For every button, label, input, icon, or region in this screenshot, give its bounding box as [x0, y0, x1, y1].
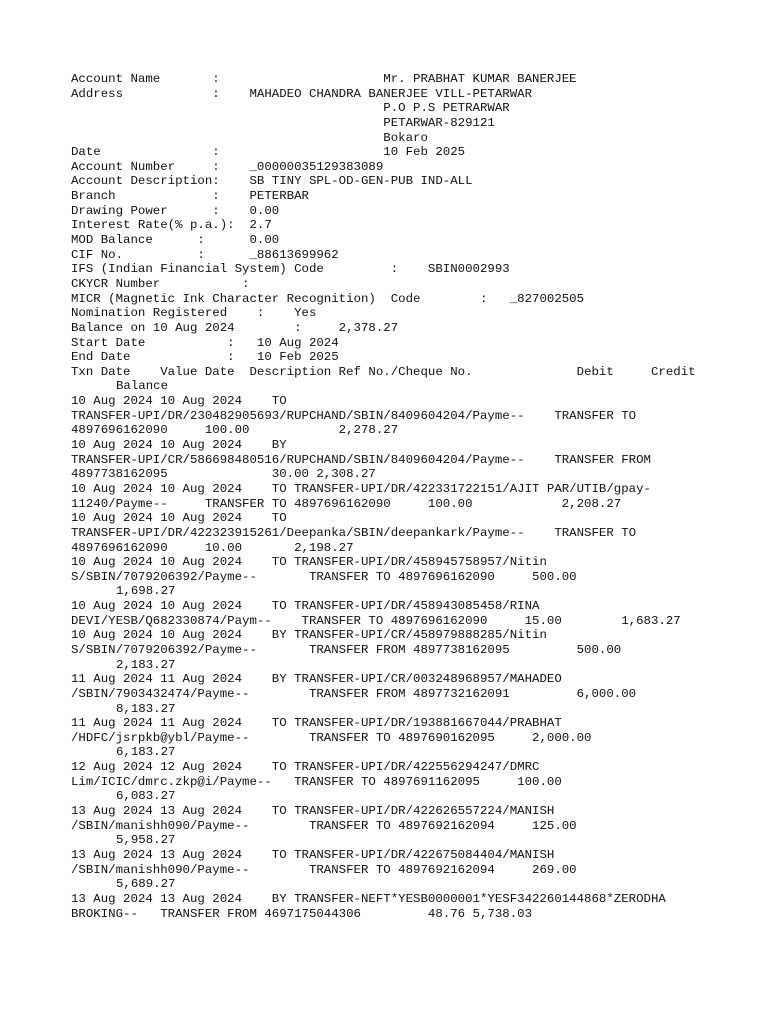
header-line: MICR (Magnetic Ink Character Recognition) Code : _827002505: [71, 291, 585, 306]
transaction-balance: 6,183.27: [116, 745, 176, 760]
header-line: Account Name : Mr. PRABHAT KUMAR BANERJEE: [71, 72, 577, 86]
transaction-line: DEVI/YESB/Q682330874/Paym-- TRANSFER TO 4897696162090 15.00 1,683.27: [71, 613, 681, 628]
transaction-line: /SBIN/7903432474/Payme-- TRANSFER FROM 4897732162091 6,000.00: [71, 686, 637, 701]
transaction-line: 10 Aug 2024 10 Aug 2024 TO: [71, 511, 287, 526]
transaction-line: 13 Aug 2024 13 Aug 2024 TO TRANSFER-UPI/DR/422675084404/MANISH: [71, 847, 555, 862]
header-line: CKYCR Number :: [71, 276, 250, 291]
transaction-balance: 5,689.27: [116, 877, 176, 892]
transaction-line: 13 Aug 2024 13 Aug 2024 BY TRANSFER-NEFT*YESB0000001*YESF342260144868*ZERODHA: [71, 891, 666, 906]
transaction-line: /HDFC/jsrpkb@ybl/Payme-- TRANSFER TO 4897690162095 2,000.00: [71, 730, 592, 745]
header-line: Balance on 10 Aug 2024 : 2,378.27: [71, 320, 399, 335]
transaction-line: 4897696162090 10.00 2,198.27: [71, 540, 354, 555]
transaction-line: TRANSFER-UPI/DR/230482905693/RUPCHAND/SBIN/8409604204/Payme-- TRANSFER TO: [71, 408, 637, 423]
header-line: Bokaro: [71, 130, 428, 145]
header-line: Branch : PETERBAR: [71, 189, 309, 204]
transaction-balance: 2,183.27: [116, 657, 176, 672]
transaction-line: 4897696162090 100.00 2,278.27: [71, 423, 399, 438]
transaction-line: S/SBIN/7079206392/Payme-- TRANSFER FROM 4897738162095 500.00: [71, 642, 622, 657]
transaction-line: S/SBIN/7079206392/Payme-- TRANSFER TO 4897696162090 500.00: [71, 569, 577, 584]
transaction-line: 11 Aug 2024 11 Aug 2024 BY TRANSFER-UPI/CR/003248968957/MAHADEO: [71, 672, 562, 687]
header-line: IFS (Indian Financial System) Code : SBIN0002993: [71, 262, 510, 277]
header-line: Nomination Registered : Yes: [71, 306, 317, 321]
transaction-line: 10 Aug 2024 10 Aug 2024 TO TRANSFER-UPI/DR/422331722151/AJIT PAR/UTIB/gpay-: [71, 481, 651, 496]
transaction-line: 11 Aug 2024 11 Aug 2024 TO TRANSFER-UPI/DR/193881667044/PRABHAT: [71, 716, 562, 731]
transaction-balance: 1,698.27: [116, 584, 176, 599]
header-line: Account Description: SB TINY SPL-OD-GEN-PUB IND-ALL: [71, 174, 473, 189]
transaction-line: BROKING-- TRANSFER FROM 4697175044306 48.76 5,738.03: [71, 906, 533, 921]
transaction-line: 12 Aug 2024 12 Aug 2024 TO TRANSFER-UPI/DR/422556294247/DMRC: [71, 760, 540, 775]
header-line: P.O P.S PETRARWAR: [71, 101, 510, 116]
transaction-balance: 5,958.27: [116, 833, 176, 848]
header-line: MOD Balance : 0.00: [71, 233, 280, 248]
transaction-line: 10 Aug 2024 10 Aug 2024 BY TRANSFER-UPI/CR/458979888285/Nitin: [71, 628, 547, 643]
header-line: Address : MAHADEO CHANDRA BANERJEE VILL-PETARWAR: [71, 86, 533, 101]
transaction-line: 10 Aug 2024 10 Aug 2024 TO: [71, 394, 287, 409]
transaction-line: 11240/Payme-- TRANSFER TO 4897696162090 100.00 2,208.27: [71, 496, 622, 511]
header-line: Date : 10 Feb 2025: [71, 145, 466, 160]
transaction-line: 4897738162095 30.00 2,308.27: [71, 467, 376, 482]
transaction-line: 10 Aug 2024 10 Aug 2024 TO TRANSFER-UPI/DR/458943085458/RINA: [71, 599, 540, 614]
transaction-line: /SBIN/manishh090/Payme-- TRANSFER TO 4897692162094 125.00: [71, 818, 577, 833]
header-line: PETARWAR-829121: [71, 115, 495, 130]
transaction-balance: 6,083.27: [116, 789, 176, 804]
header-line: Drawing Power : 0.00: [71, 203, 280, 218]
header-line: CIF No. : _88613699962: [71, 247, 339, 262]
transaction-line: 10 Aug 2024 10 Aug 2024 TO TRANSFER-UPI/DR/458945758957/Nitin: [71, 555, 547, 570]
header-line: End Date : 10 Feb 2025: [71, 350, 339, 365]
statement-text: [71, 72, 696, 921]
transaction-line: /SBIN/manishh090/Payme-- TRANSFER TO 4897692162094 269.00: [71, 862, 577, 877]
transaction-line: TRANSFER-UPI/CR/586698480516/RUPCHAND/SBIN/8409604204/Payme-- TRANSFER FROM: [71, 452, 651, 467]
transaction-line: Lim/ICIC/dmrc.zkp@i/Payme-- TRANSFER TO 4897691162095 100.00: [71, 774, 562, 789]
transaction-line: 10 Aug 2024 10 Aug 2024 BY: [71, 438, 287, 453]
header-line: Start Date : 10 Aug 2024: [71, 335, 339, 350]
column-header: Txn Date Value Date Description Ref No./Cheque No. Debit Credit: [71, 364, 696, 379]
column-header-balance: Balance: [116, 379, 169, 394]
header-line: Interest Rate(% p.a.): 2.7: [71, 218, 272, 233]
transaction-line: TRANSFER-UPI/DR/422323915261/Deepanka/SBIN/deepankark/Payme-- TRANSFER TO: [71, 525, 637, 540]
transaction-balance: 8,183.27: [116, 701, 176, 716]
header-line: Account Number : _00000035129383089: [71, 159, 384, 174]
transaction-line: 13 Aug 2024 13 Aug 2024 TO TRANSFER-UPI/DR/422626557224/MANISH: [71, 804, 555, 819]
